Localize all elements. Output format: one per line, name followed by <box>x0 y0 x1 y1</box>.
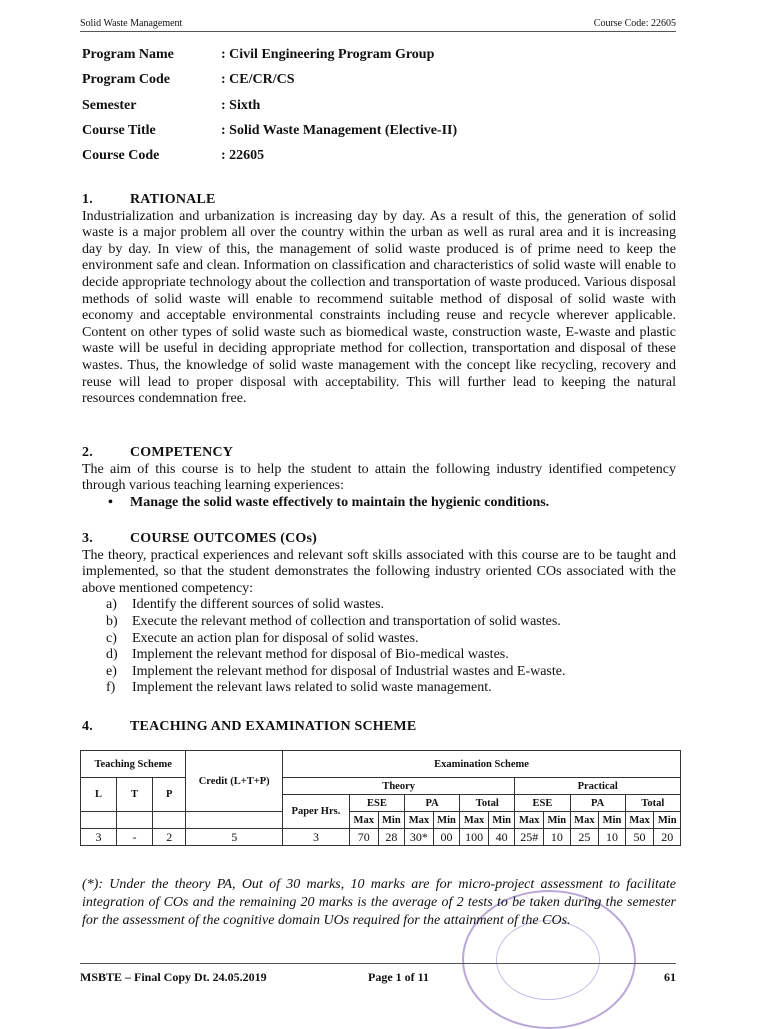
item-marker: a) <box>106 597 117 613</box>
list-item <box>82 680 676 697</box>
min-header: Min <box>654 812 681 829</box>
footer-sheet-number: 61 <box>664 970 676 984</box>
program-info <box>82 47 457 173</box>
info-row <box>82 98 457 123</box>
info-value: : Sixth <box>221 97 261 113</box>
empty-cell <box>186 812 283 829</box>
item-text: Identify the different sources of solid wastes. <box>132 597 385 613</box>
item-text: Execute an action plan for disposal of solid wastes. <box>132 630 419 646</box>
table-row <box>81 778 681 795</box>
table-cell: 00 <box>433 829 459 846</box>
item-text: Implement the relevant laws related to solid waste management. <box>132 680 492 696</box>
section-number: 3. <box>82 531 93 546</box>
table-cell: 3 <box>81 829 117 846</box>
info-row <box>82 148 457 173</box>
rationale-text: Industrialization and urbanization is increasing day by day. As a result of this, the generation of solid waste is a major problem all over the country within the urban as well as rural area and it is increasing day by day. In view of this, the management of solid waste produced is of prime need to keep the environment safe and clean. Information on classification and characteristics of solid waste will enable to decide appropriate technology about the collection and transportation of waste produced. Various disposal methods of solid waste will enable to recommend suitable method of disposal of solid waste with economy and acceptable environmental constraints including reuse and recycle wherever applicable. Content on other types of solid waste such as biomedical waste, construction waste, E-waste and plastic waste will be useful in deciding appropriate method for collection, transportation and disposal of these wastes. Thus, the knowledge of solid waste management with the concept like recycling, recovery and reuse will lead to proper disposal with acceptability. This will further lead to keeping the natural resources condemnation free. <box>82 208 676 407</box>
scheme-table <box>80 750 681 846</box>
section-heading <box>82 192 676 209</box>
section-title: TEACHING AND EXAMINATION SCHEME <box>130 719 417 734</box>
competency-text: The aim of this course is to help the student to attain the following industry identified competency through various teaching learning experiences: <box>82 461 676 494</box>
header-course-code: Course Code: 22605 <box>593 18 676 29</box>
table-cell: 2 <box>153 829 186 846</box>
list-item <box>82 631 676 648</box>
max-header: Max <box>570 812 599 829</box>
list-item <box>82 614 676 631</box>
item-text: Implement the relevant method for disposal of Industrial wastes and E-waste. <box>132 663 566 679</box>
max-header: Max <box>405 812 434 829</box>
header-course-name: Solid Waste Management <box>80 18 183 29</box>
info-key: Program Name <box>82 47 174 62</box>
teaching-scheme-header: Teaching Scheme <box>81 751 186 778</box>
empty-cell <box>81 812 117 829</box>
theory-header: Theory <box>283 778 515 795</box>
info-row <box>82 47 457 72</box>
competency-bullet <box>108 495 676 512</box>
section-number: 1. <box>82 192 93 207</box>
total-header: Total <box>625 795 680 812</box>
p-header: P <box>153 778 186 812</box>
table-cell: 20 <box>654 829 681 846</box>
seal-inner-ring <box>496 920 600 1000</box>
item-marker: b) <box>106 613 118 629</box>
t-header: T <box>117 778 153 812</box>
footer-copy-date: MSBTE – Final Copy Dt. 24.05.2019 <box>80 970 267 984</box>
max-header: Max <box>460 812 489 829</box>
max-header: Max <box>625 812 654 829</box>
min-header: Min <box>544 812 570 829</box>
table-row <box>81 751 681 778</box>
l-header: L <box>81 778 117 812</box>
scheme-note: (*): Under the theory PA, Out of 30 marks, 10 marks are for micro-project assessment to facilitate integration of COs and the remaining 20 marks is the average of 2 tests to be taken during the semester for the assessment of the cognitive domain UOs required for the attainment of the COs. <box>82 877 676 928</box>
pa-header: PA <box>405 795 460 812</box>
item-marker: f) <box>106 680 116 696</box>
min-header: Min <box>599 812 625 829</box>
empty-cell <box>117 812 153 829</box>
table-cell: 10 <box>599 829 625 846</box>
info-value: : Civil Engineering Program Group <box>221 47 435 62</box>
examination-scheme-header: Examination Scheme <box>283 751 681 778</box>
list-item <box>82 597 676 614</box>
section-heading <box>82 445 676 462</box>
info-value: : 22605 <box>221 148 265 164</box>
min-header: Min <box>488 812 514 829</box>
max-header: Max <box>349 812 378 829</box>
info-row <box>82 72 457 97</box>
table-cell: - <box>117 829 153 846</box>
outcomes-list <box>82 597 676 697</box>
table-cell: 25 <box>570 829 599 846</box>
item-text: Execute the relevant method of collection and transportation of solid wastes. <box>132 613 561 629</box>
table-cell: 100 <box>460 829 489 846</box>
section-title: COURSE OUTCOMES (COs) <box>130 531 317 546</box>
table-cell: 70 <box>349 829 378 846</box>
list-item <box>82 647 676 664</box>
empty-cell <box>153 812 186 829</box>
table-cell: 30* <box>405 829 434 846</box>
table-row <box>81 829 681 846</box>
item-marker: c) <box>106 630 117 646</box>
section-title: RATIONALE <box>130 192 216 207</box>
section-number: 4. <box>82 719 93 734</box>
min-header: Min <box>433 812 459 829</box>
footer-page-number: Page 1 of 11 <box>368 970 429 984</box>
section-heading <box>82 719 676 736</box>
info-key: Semester <box>82 97 137 113</box>
section-title: COMPETENCY <box>130 445 234 460</box>
item-marker: e) <box>106 663 117 679</box>
table-cell: 40 <box>488 829 514 846</box>
paper-hrs-header: Paper Hrs. <box>283 795 350 829</box>
info-key: Course Title <box>82 122 156 138</box>
table-cell: 28 <box>378 829 404 846</box>
credit-header: Credit (L+T+P) <box>186 751 283 812</box>
bullet-text: Manage the solid waste effectively to maintain the hygienic conditions. <box>130 494 550 510</box>
table-cell: 25# <box>515 829 544 846</box>
info-key: Program Code <box>82 72 170 88</box>
section-competency <box>82 445 676 511</box>
item-marker: d) <box>106 647 118 663</box>
table-row <box>81 812 681 829</box>
practical-header: Practical <box>515 778 681 795</box>
info-row <box>82 123 457 148</box>
min-header: Min <box>378 812 404 829</box>
table-cell: 10 <box>544 829 570 846</box>
table-cell: 50 <box>625 829 654 846</box>
section-rationale <box>82 192 676 408</box>
bullet-mark: • <box>108 494 113 510</box>
page-header <box>80 18 676 32</box>
list-item <box>82 664 676 681</box>
ese-header: ESE <box>515 795 570 812</box>
info-value: : CE/CR/CS <box>221 72 295 88</box>
item-text: Implement the relevant method for disposal of Bio-medical wastes. <box>132 647 509 663</box>
max-header: Max <box>515 812 544 829</box>
outcomes-text: The theory, practical experiences and relevant soft skills associated with this course are to be taught and implemented, so that the student demonstrates the following industry oriented COs associated with the above mentioned competency: <box>82 547 676 596</box>
ese-header: ESE <box>349 795 404 812</box>
page-footer <box>80 963 676 985</box>
table-cell: 3 <box>283 829 350 846</box>
section-number: 2. <box>82 445 93 460</box>
info-key: Course Code <box>82 148 160 164</box>
info-value: : Solid Waste Management (Elective-II) <box>221 122 458 138</box>
total-header: Total <box>460 795 515 812</box>
table-cell: 5 <box>186 829 283 846</box>
pa-header: PA <box>570 795 625 812</box>
section-heading <box>82 531 676 548</box>
section-scheme <box>82 719 676 736</box>
section-course-outcomes <box>82 531 676 697</box>
